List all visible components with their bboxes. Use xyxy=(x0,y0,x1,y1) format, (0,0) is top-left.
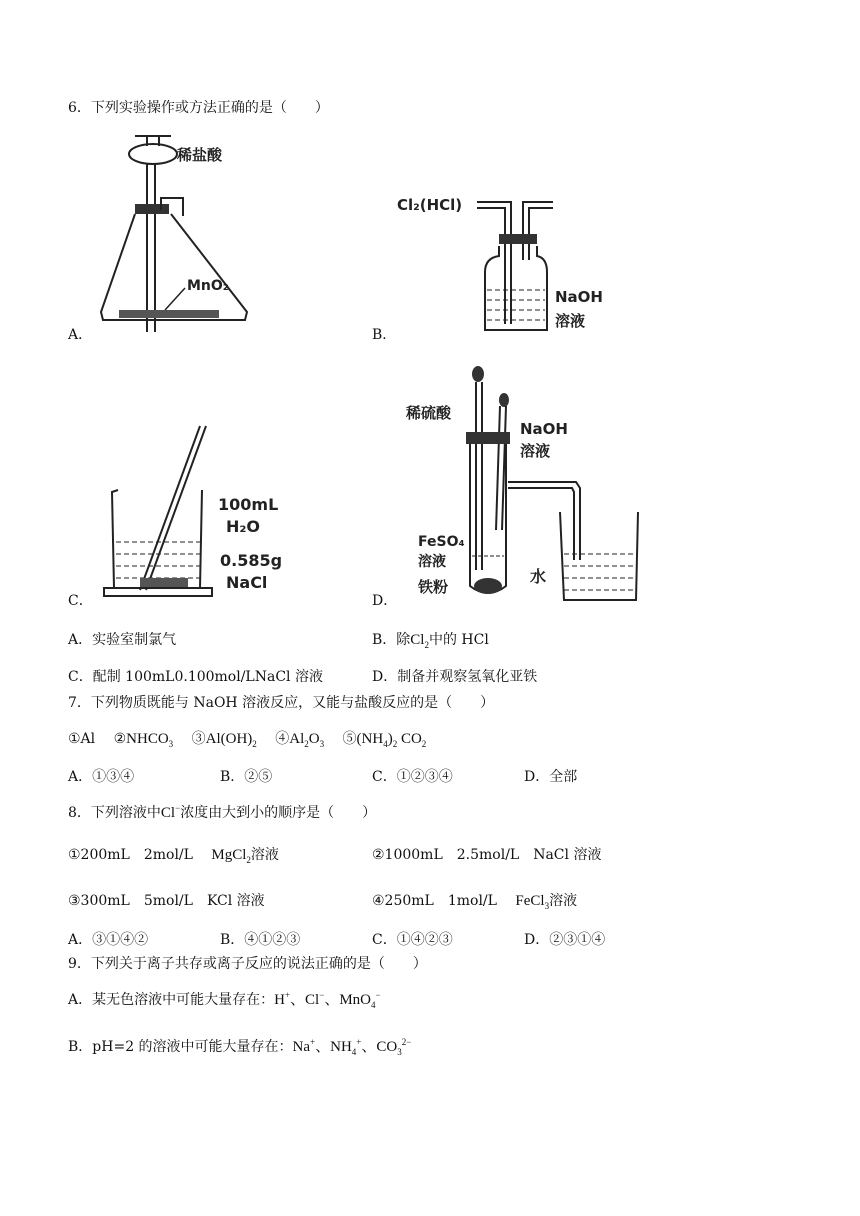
figure-b-wash-bottle xyxy=(395,190,620,340)
label-iron-powder: 铁粉 xyxy=(418,578,449,596)
q6-option-a: A．实验室制氯气 xyxy=(68,632,177,648)
q8-choice-d: D．②③①④ xyxy=(524,932,606,948)
q8-solution-4: ④250mL 1mol/L FeCl$_3$溶液 xyxy=(372,893,578,911)
figure-c-letter: C． xyxy=(68,593,93,609)
label-100ml: 100mL xyxy=(218,495,279,514)
q9-stem: 9．下列关于离子共存或离子反应的说法正确的是（ ） xyxy=(68,956,427,972)
figure-a-chlorine-setup xyxy=(95,132,260,337)
figure-d-ferrous-hydroxide-setup xyxy=(400,360,645,605)
q6-stem: 6．下列实验操作或方法正确的是（ ） xyxy=(68,100,329,116)
label-nacl: NaCl xyxy=(226,573,268,592)
label-mno2: MnO₂ xyxy=(187,278,229,294)
q7-choice-b: B．②⑤ xyxy=(220,769,273,785)
q6-option-c: C．配制 100mL0.100mol/LNaCl 溶液 xyxy=(68,669,323,685)
q7-choice-a: A．①③④ xyxy=(68,769,135,785)
q7-items: ①Al $②NHCO_3$ $③Al(OH)_2$ $④Al_2O_3$ $⑤(NH_4)_2$ $CO_2$ xyxy=(68,731,427,749)
q8-solution-1: ①200mL 2mol/L MgCl$_2$溶液 xyxy=(68,847,279,865)
figure-d-letter: D． xyxy=(372,593,398,609)
figure-a-letter: A． xyxy=(68,327,93,343)
label-dilute-hcl: 稀盐酸 xyxy=(177,146,223,164)
label-dilute-h2so4: 稀硫酸 xyxy=(406,404,452,422)
label-solution-b: 溶液 xyxy=(555,312,586,330)
label-solution-d: 溶液 xyxy=(520,442,551,460)
q6-option-b: B．除$Cl_2$中的 HCl xyxy=(372,632,489,650)
label-feso4: FeSO₄ xyxy=(418,534,465,550)
label-water: 水 xyxy=(530,567,547,586)
label-naoh-b: NaOH xyxy=(555,288,603,306)
q8-solution-3: ③300mL 5mol/L KCl 溶液 xyxy=(68,893,265,909)
q7-stem: 7．下列物质既能与 NaOH 溶液反应，又能与盐酸反应的是（ ） xyxy=(68,695,495,711)
q8-choice-b: B．④①②③ xyxy=(220,932,301,948)
q8-choice-c: C．①④②③ xyxy=(372,932,453,948)
figure-b-letter: B． xyxy=(372,327,397,343)
q8-stem: 8．下列溶液中Cl−浓度由大到小的顺序是（ ） xyxy=(68,803,377,821)
q7-choice-c: C．①②③④ xyxy=(372,769,453,785)
label-feso4-solution: 溶液 xyxy=(418,554,446,570)
label-naoh-d: NaOH xyxy=(520,420,568,438)
figure-c-beaker xyxy=(100,420,290,605)
q6-option-d: D．制备并观察氢氧化亚铁 xyxy=(372,669,538,685)
label-mass: 0.585g xyxy=(220,551,283,570)
q9-option-b: B．pH=2 的溶液中可能大量存在：Na+、$NH_4^+$、$CO_3^{2-}$ xyxy=(68,1037,412,1057)
label-h2o: H₂O xyxy=(226,517,260,536)
q9-option-a: A．某无色溶液中可能大量存在：H+、Cl−、MnO$_4$− xyxy=(68,990,381,1010)
q8-solution-2: ②1000mL 2.5mol/L NaCl 溶液 xyxy=(372,847,602,863)
q7-choice-d: D．全部 xyxy=(524,769,578,785)
label-cl2-hcl: Cl₂(HCl) xyxy=(397,196,463,214)
q8-choice-a: A．③①④② xyxy=(68,932,149,948)
